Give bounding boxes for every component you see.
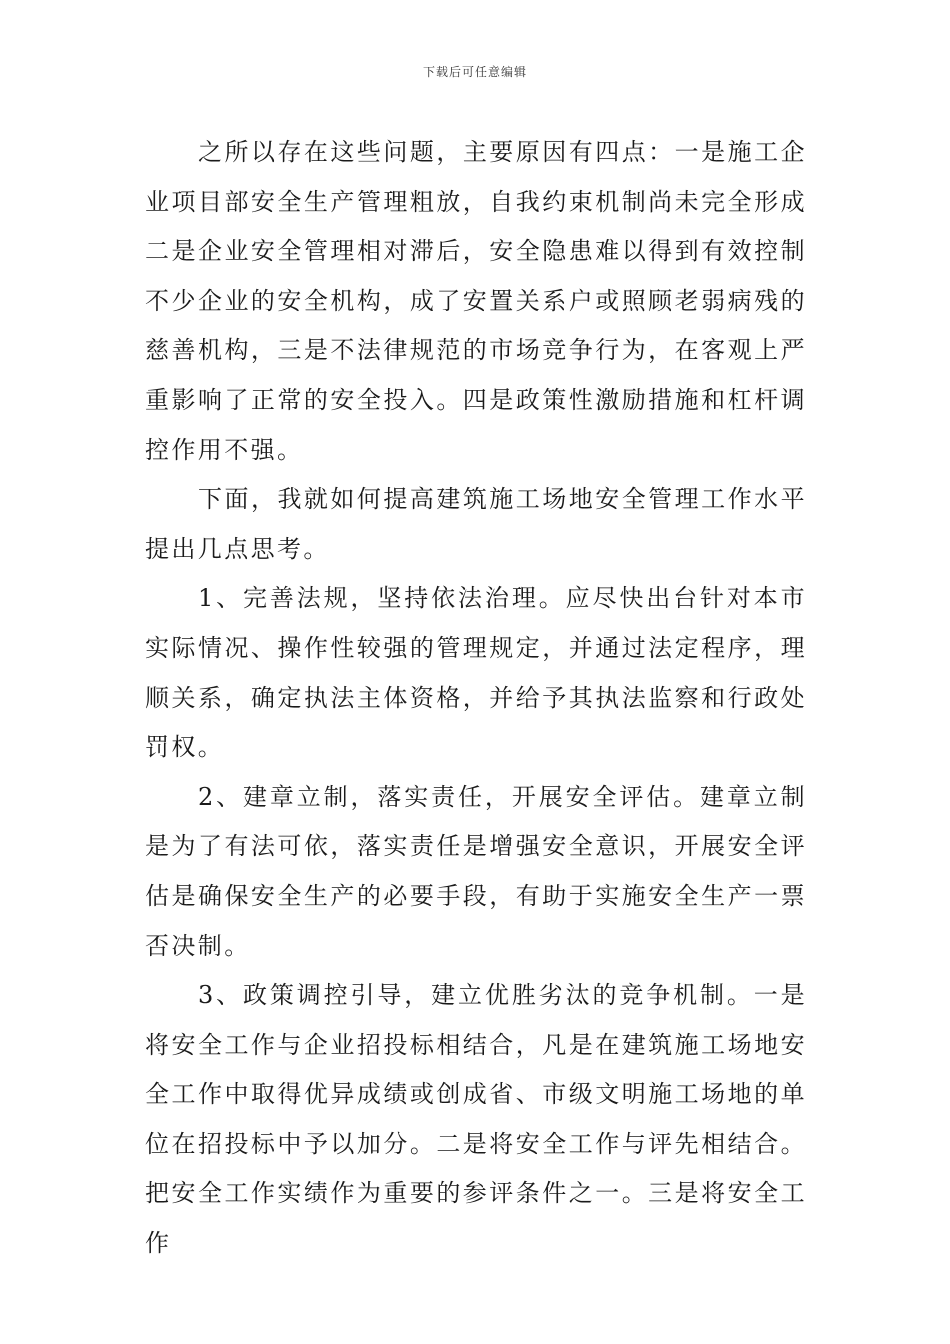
page-header-note: 下载后可任意编辑 <box>422 65 527 79</box>
paragraph-point-1: 1、完善法规，坚持依法治理。应尽快出台针对本市实际情况、操作性较强的管理规定，并通过法定程序，理顺关系，确定执法主体资格，并给予其执法监察和行政处罚权。 <box>145 584 807 762</box>
paragraph-intro-thoughts: 下面，我就如何提高建筑施工场地安全管理工作水平提出几点思考。 <box>145 485 807 563</box>
paragraph-point-3: 3、政策调控引导，建立优胜劣汰的竞争机制。一是将安全工作与企业招投标相结合，凡是在建筑施工场地安全工作中取得优异成绩或创成省、市级文明施工场地的单位在招投标中予以加分。二是将安全工作与评先相结合。把安全工作实绩作为重要的参评条件之一。三是将安全工作 <box>145 981 807 1258</box>
document-body <box>145 128 807 1269</box>
paragraph-causes: 之所以存在这些问题，主要原因有四点：一是施工企业项目部安全生产管理粗放，自我约束机制尚未完全形成二是企业安全管理相对滞后，安全隐患难以得到有效控制不少企业的安全机构，成了安置关系户或照顾老弱病残的慈善机构，三是不法律规范的市场竞争行为，在客观上严重影响了正常的安全投入。四是政策性激励措施和杠杆调控作用不强。 <box>145 138 807 464</box>
paragraph-point-2: 2、建章立制，落实责任，开展安全评估。建章立制是为了有法可依，落实责任是增强安全意识，开展安全评估是确保安全生产的必要手段，有助于实施安全生产一票否决制。 <box>145 782 807 960</box>
